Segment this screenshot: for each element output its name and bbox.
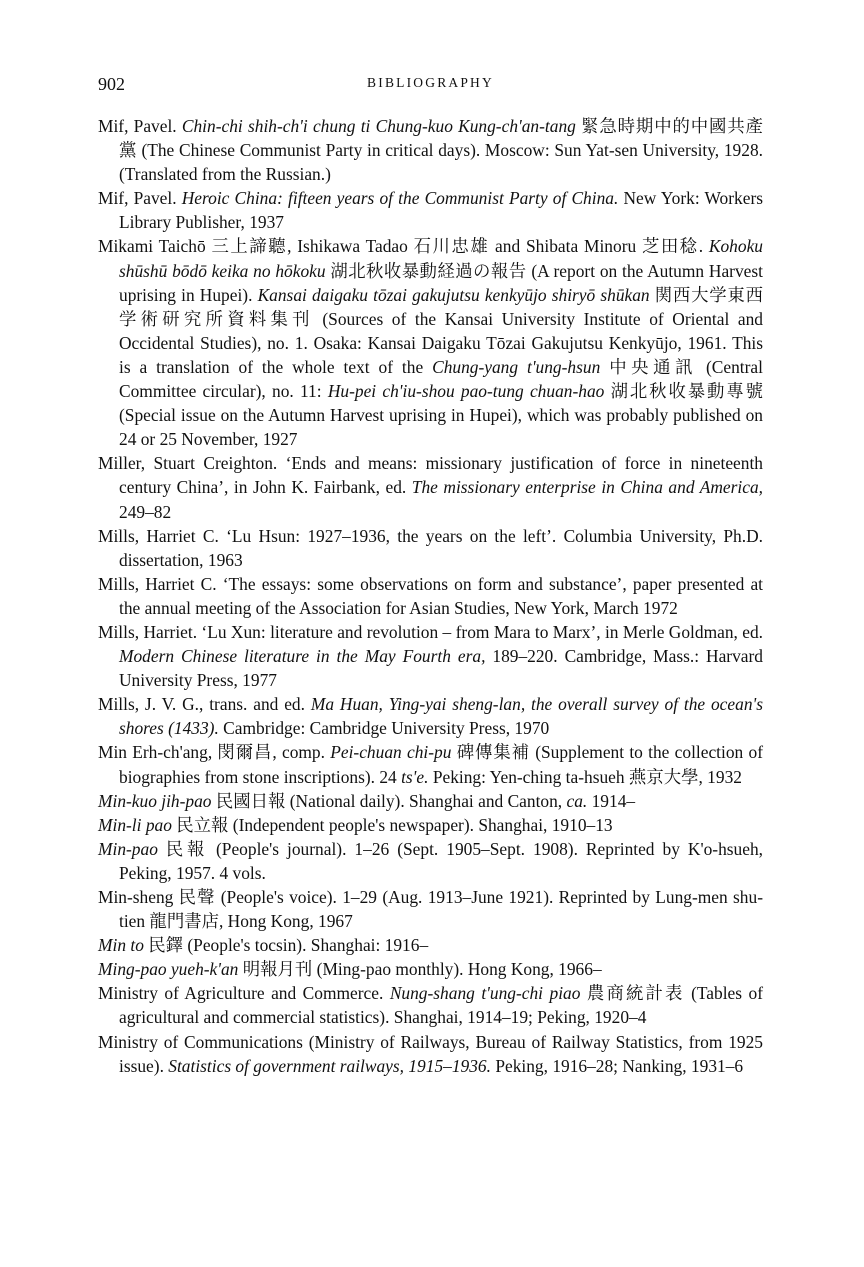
bibliography-entry <box>98 885 763 933</box>
entry-text: 249–82 <box>119 501 172 522</box>
entry-title-italic: Min-pao <box>98 838 158 859</box>
bibliography-entry <box>98 837 763 885</box>
entry-title-italic: Kohoku shūshū bōdō keika no hōkoku <box>119 236 763 281</box>
entry-title-italic: Min-kuo jih-pao <box>98 790 212 811</box>
entry-text: 1914– <box>587 790 636 811</box>
bibliography-entry <box>98 981 763 1029</box>
entry-title-italic: Modern Chinese literature in the May Fourth era, <box>119 646 486 667</box>
entry-text: Mills, Harriet. ‘Lu Xun: literature and revolution – from Mara to Marx’, in Merle Goldman, ed. <box>98 621 763 642</box>
bibliography-entry <box>98 620 763 692</box>
entry-title-italic: Min-li pao <box>98 814 172 835</box>
bibliography-entry <box>98 572 763 620</box>
page-number: 902 <box>98 74 125 94</box>
entry-text: Peking: Yen-ching ta-hsueh 燕京大學, 1932 <box>428 766 742 787</box>
entry-text: Mif, Pavel. <box>98 116 182 136</box>
entry-title-italic: Nung-shang t'ung-chi piao <box>389 983 581 1004</box>
entry-text: Miller, Stuart Creighton. ‘Ends and means: missionary justification of force in nineteenth century China’, in John K. Fairbank, ed. <box>98 453 763 498</box>
bibliography-entry <box>98 813 763 837</box>
bibliography-entries <box>98 114 763 1078</box>
entry-title-italic: Chin-chi shih-ch'i chung ti Chung-kuo Kung-ch'an-tang <box>181 116 576 136</box>
entry-text: Ministry of Communications (Ministry of Railways, Bureau of Railway Statistics, from 1925 issue). <box>98 1031 763 1076</box>
page-header <box>98 74 763 96</box>
entry-text: 碑傳集補 (Supplement to the collection of biographies from stone inscriptions). 24 <box>119 742 763 787</box>
entry-text: Min-sheng 民聲 (People's voice). 1–29 (Aug. 1913–June 1921). Reprinted by Lung-men shu-tien 龍門書店, Hong Kong, 1967 <box>98 887 763 932</box>
entry-text: 明報月刊 (Ming-pao monthly). Hong Kong, 1966– <box>238 959 602 980</box>
entry-text: 農商統計表 (Tables of agricultural and commercial statistics). Shanghai, 1914–19; Peking, 1920–4 <box>119 983 763 1028</box>
entry-title-italic: Ma Huan, Ying-yai sheng-lan, the overall survey of the ocean's shores (1433). <box>119 694 764 739</box>
entry-title-italic: Pei-chuan chi-pu <box>330 742 452 763</box>
bibliography-entry <box>98 1030 763 1078</box>
entry-title-italic: Kansai daigaku tōzai gakujutsu kenkyūjo shiryō shūkan <box>257 284 650 305</box>
entry-text: Mikami Taichō 三上諦聽, Ishikawa Tadao 石川忠雄 and Shibata Minoru 芝田稔. <box>98 236 709 257</box>
entry-text: 緊急時期中的中國共產黨 (The Chinese Communist Party in critical days). Moscow: Sun Yat-sen University, 1928. (Translated from the Russian.) <box>119 116 763 185</box>
bibliography-entry <box>98 957 763 981</box>
entry-text: Cambridge: Cambridge University Press, 1970 <box>218 718 550 739</box>
bibliography-entry <box>98 451 763 523</box>
entry-text: 民鐸 (People's tocsin). Shanghai: 1916– <box>143 935 429 956</box>
bibliography-entry <box>98 740 763 788</box>
entry-text: 民國日報 (National daily). Shanghai and Canton, <box>211 790 567 811</box>
entry-text: 中央通訊 (Central Committee circular), no. 11: <box>119 356 763 402</box>
bibliography-entry <box>98 114 763 186</box>
bibliography-entry <box>98 186 763 234</box>
entry-title-italic: Statistics of government railways, 1915–1936. <box>168 1055 491 1076</box>
entry-title-italic: ts'e. <box>401 766 429 787</box>
entry-title-italic: Heroic China: fifteen years of the Communist Party of China. <box>181 188 619 209</box>
bibliography-entry <box>98 524 763 572</box>
entry-text: Peking, 1916–28; Nanking, 1931–6 <box>490 1055 744 1076</box>
entry-text: 湖北秋收暴動專號 (Special issue on the Autumn Harvest uprising in Hupei), which was probably published on 24 or 25 November, 1927 <box>119 381 764 450</box>
bibliography-entry <box>98 933 763 957</box>
entry-text: Mif, Pavel. <box>98 188 182 209</box>
entry-title-italic: Chung-yang t'ung-hsun <box>432 356 601 377</box>
entry-text: Min Erh-ch'ang, 閔爾昌, comp. <box>98 742 331 763</box>
bibliography-entry <box>98 692 763 740</box>
entry-title-italic: The missionary enterprise in China and America, <box>411 477 763 498</box>
entry-text: New York: Workers Library Publisher, 1937 <box>119 188 763 233</box>
entry-text: 関西大学東西学術研究所資料集刊 (Sources of the Kansai University Institute of Oriental and Occidental Studies), no. 1. Osaka: Kansai Daigaku Tōzai Gakujutsu Kenkyūjo, 1961. This is a translation of the whole text of the <box>119 284 763 377</box>
entry-title-italic: Hu-pei ch'iu-shou pao-tung chuan-hao <box>327 381 605 402</box>
entry-text: 民立報 (Independent people's newspaper). Shanghai, 1910–13 <box>171 814 613 835</box>
entry-title-italic: Ming-pao yueh-k'an <box>98 959 239 980</box>
entry-title-italic: Min to <box>98 935 144 956</box>
entry-text: Mills, Harriet C. ‘Lu Hsun: 1927–1936, the years on the left’. Columbia University, Ph.D. dissertation, 1963 <box>98 525 763 570</box>
entry-title-italic: ca. <box>566 790 588 811</box>
entry-text: Mills, J. V. G., trans. and ed. <box>98 694 311 715</box>
entry-text: Mills, Harriet C. ‘The essays: some observations on form and substance’, paper presented at the annual meeting of the Association for Asian Studies, New York, March 1972 <box>98 573 763 618</box>
entry-text: 湖北秋收暴動経過の報告 (A report on the Autumn Harvest uprising in Hupei). <box>119 260 763 305</box>
running-title: BIBLIOGRAPHY <box>367 75 494 90</box>
bibliography-entry <box>98 234 763 451</box>
entry-text: Ministry of Agriculture and Commerce. <box>98 983 390 1004</box>
entry-text: 民報 (People's journal). 1–26 (Sept. 1905–Sept. 1908). Reprinted by K'o-hsueh, Peking, 1957. 4 vols. <box>119 838 763 883</box>
bibliography-entry <box>98 789 763 813</box>
entry-text: 189–220. Cambridge, Mass.: Harvard University Press, 1977 <box>119 646 763 691</box>
